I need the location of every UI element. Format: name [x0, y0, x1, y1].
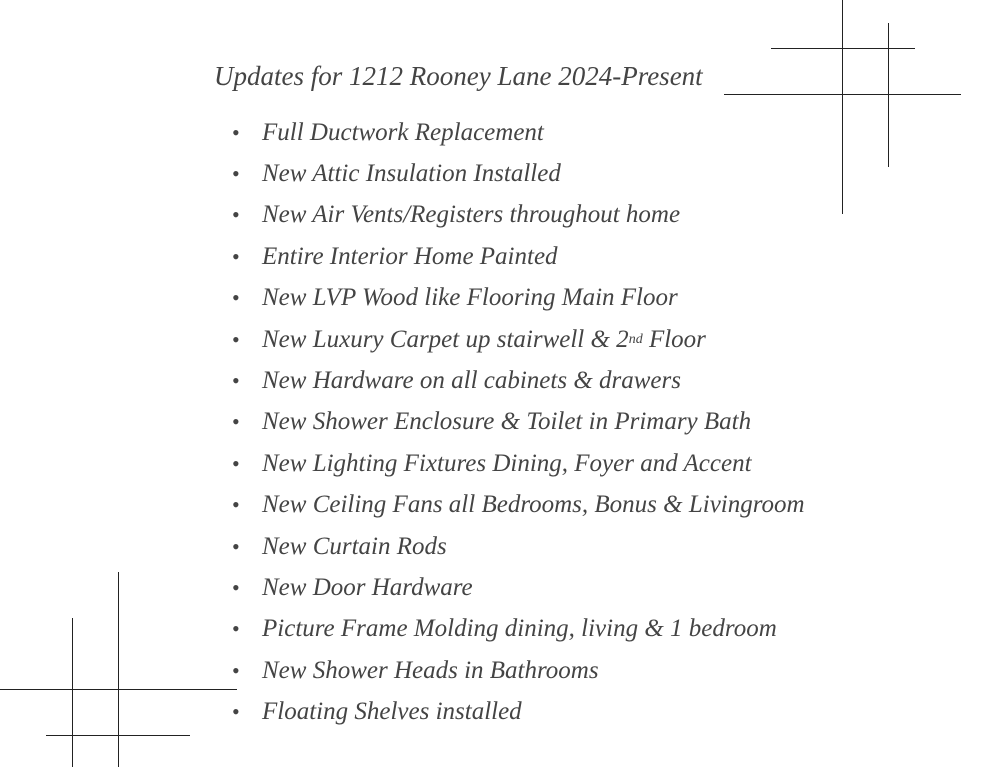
list-item: [232, 278, 805, 319]
list-item-text: New Luxury Carpet up stairwell & 2: [262, 325, 629, 353]
list-item: [232, 609, 805, 650]
list-item: [232, 236, 805, 277]
list-item-text: New Hardware on all cabinets & drawers: [262, 367, 681, 395]
decorative-line: [842, 0, 843, 214]
list-item: [232, 112, 805, 153]
list-item-text: New Shower Heads in Bathrooms: [262, 656, 599, 684]
list-item-text: Full Ductwork Replacement: [262, 118, 544, 146]
list-item-text: New Air Vents/Registers throughout home: [262, 201, 681, 229]
list-item: [232, 402, 805, 443]
decorative-line: [888, 23, 889, 167]
list-item-text-after: Floor: [642, 325, 706, 353]
decorative-line: [72, 618, 73, 767]
list-item: [232, 153, 805, 194]
list-item-text: New Attic Insulation Installed: [262, 160, 561, 188]
bullet-icon: •: [232, 657, 240, 683]
updates-list: [232, 112, 805, 733]
bullet-icon: •: [232, 492, 240, 518]
bullet-icon: •: [232, 699, 240, 725]
bullet-icon: •: [232, 409, 240, 435]
list-item-text: New Lighting Fixtures Dining, Foyer and Accent: [262, 449, 752, 477]
bullet-icon: •: [232, 450, 240, 476]
bullet-icon: •: [232, 202, 240, 228]
bullet-icon: •: [232, 368, 240, 394]
list-item-text: New Ceiling Fans all Bedrooms, Bonus & Livingroom: [262, 491, 805, 519]
list-item-text: New Shower Enclosure & Toilet in Primary Bath: [262, 408, 752, 436]
list-item: [232, 485, 805, 526]
bullet-icon: •: [232, 119, 240, 145]
list-item-text: New Door Hardware: [262, 573, 473, 601]
list-item: • New Luxury Carpet up stairwell & 2 nd Floor: [232, 325, 706, 353]
decorative-line: [118, 572, 119, 767]
decorative-line: [771, 48, 915, 49]
bullet-icon: •: [232, 533, 240, 559]
bullet-icon: •: [232, 243, 240, 269]
list-item-text: Picture Frame Molding dining, living & 1 bedroom: [262, 615, 777, 643]
list-item: [232, 360, 805, 401]
list-item: [232, 443, 805, 484]
list-item: [232, 526, 805, 567]
bullet-icon: •: [232, 616, 240, 642]
list-item: [232, 567, 805, 608]
bullet-icon: •: [232, 161, 240, 187]
bullet-icon: •: [232, 574, 240, 600]
list-item-text: Floating Shelves installed: [262, 698, 522, 726]
list-item: [232, 650, 805, 691]
bullet-icon: •: [232, 326, 240, 352]
list-item-text: New Curtain Rods: [262, 532, 447, 560]
list-item-text: New LVP Wood like Flooring Main Floor: [262, 284, 678, 312]
list-item-text: Entire Interior Home Painted: [262, 242, 558, 270]
list-item: [232, 691, 805, 732]
document-title: Updates for 1212 Rooney Lane 2024-Present: [214, 61, 703, 91]
list-item: [232, 195, 805, 236]
bullet-icon: •: [232, 285, 240, 311]
